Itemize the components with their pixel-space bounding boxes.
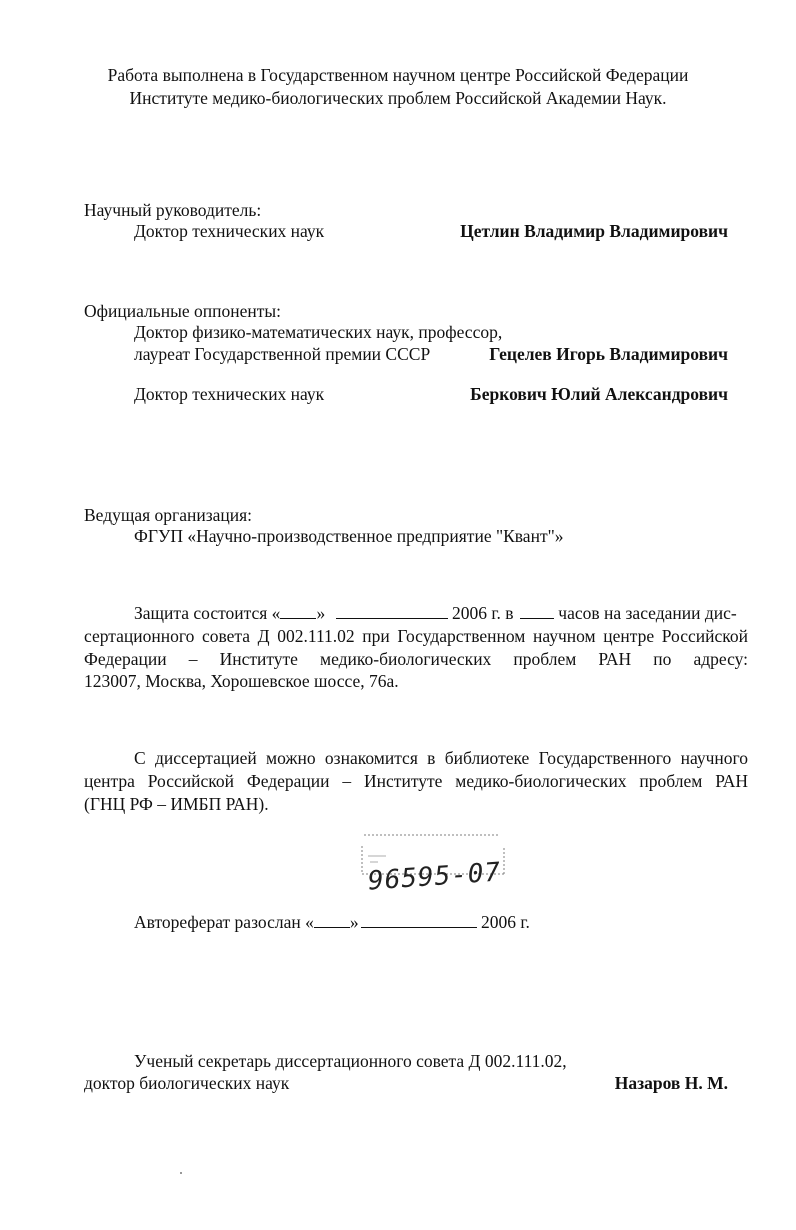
supervisor-name: Цетлин Владимир Владимирович — [460, 221, 728, 241]
day-blank — [280, 604, 316, 619]
mailing-day-blank — [314, 913, 350, 928]
mailing-text-a: Автореферат разослан « — [134, 912, 314, 932]
secretary-line-2: доктор биологических наук — [84, 1073, 290, 1093]
opponent-1-degree-line-1: Доктор физико-математических наук, профессор, — [134, 322, 503, 342]
defense-text-c: 2006 г. в — [451, 603, 514, 623]
opponent-1-name: Гецелев Игорь Владимирович — [489, 344, 728, 364]
defense-line-2: сертационного совета Д 002.111.02 при Государственном научном центре Российской — [84, 626, 748, 646]
lead-org-heading: Ведущая организация: — [84, 505, 253, 525]
defense-line-1 — [134, 603, 737, 624]
defense-text-d: часов на заседании дис- — [558, 603, 737, 623]
library-line-1: С диссертацией можно ознакомится в библиотеке Государственного научного — [134, 748, 748, 768]
secretary-name: Назаров Н. М. — [614, 1073, 728, 1093]
mailing-line — [134, 912, 530, 933]
opponent-2-degree: Доктор технических наук — [134, 384, 325, 404]
header-line-1: Работа выполнена в Государственном научном центре Российской Федерации — [107, 65, 689, 85]
defense-line-3: Федерации – Институте медико-биологических проблем РАН по адресу: — [84, 649, 748, 669]
month-blank — [336, 604, 448, 619]
defense-text-b: » — [316, 603, 326, 623]
opponents-heading: Официальные оппоненты: — [84, 301, 281, 321]
mailing-text-b: » — [349, 912, 359, 932]
mailing-year: 2006 г. — [480, 912, 530, 932]
scan-speck — [180, 1172, 182, 1174]
defense-text-a: Защита состоится « — [134, 603, 281, 623]
defense-line-4: 123007, Москва, Хорошевское шоссе, 76а. — [84, 671, 399, 691]
library-line-3: (ГНЦ РФ – ИМБП РАН). — [84, 794, 269, 814]
hour-blank — [520, 604, 554, 619]
supervisor-degree: Доктор технических наук — [134, 221, 325, 241]
opponent-1-degree-line-2: лауреат Государственной премии СССР — [134, 344, 431, 364]
handwritten-number: 96595-07 — [367, 857, 503, 897]
opponent-2-name: Беркович Юлий Александрович — [470, 384, 728, 404]
secretary-line-1: Ученый секретарь диссертационного совета Д 002.111.02, — [134, 1051, 567, 1071]
header-line-2: Институте медико-биологических проблем Российской Академии Наук. — [129, 88, 667, 108]
supervisor-heading: Научный руководитель: — [84, 200, 262, 220]
mailing-month-blank — [361, 913, 477, 928]
library-line-2: центра Российской Федерации – Институте медико-биологических проблем РАН — [84, 771, 748, 791]
lead-org-name: ФГУП «Научно-производственное предприятие "Квант"» — [134, 526, 564, 546]
